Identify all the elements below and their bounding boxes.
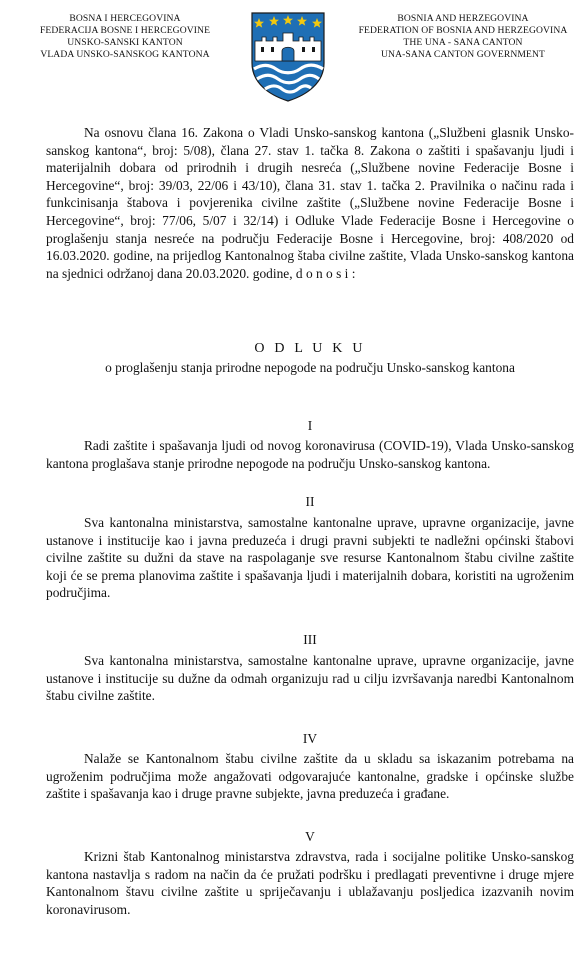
header-left-line: BOSNA I HERCEGOVINA <box>69 13 181 24</box>
section-text: Nalaže se Kantonalnom štabu civilne zaštite da u skladu sa iskazanim potrebama na ugroženim područjima može angažovati odgovarajuće kantonalne, gradske i općinske službe zaštite i spašavanja kao i druge pravne subjekte, javna preduzeća i građane. <box>46 751 574 802</box>
header-right-line: UNA-SANA CANTON GOVERNMENT <box>381 49 545 60</box>
section-numeral: V <box>305 829 315 844</box>
header-left-line: UNSKO-SANSKI KANTON <box>67 37 183 48</box>
section-numeral: I <box>307 418 313 433</box>
section-text: Radi zaštite i spašavanja ljudi od novog koronavirusa (COVID-19), Vlada Unsko-sanskog kantona proglašava stanje prirodne nepogode na području Unsko-sanskog kantona. <box>46 438 574 471</box>
section-text: Krizni štab Kantonalnog ministarstva zdravstva, rada i socijalne politike Unsko-sanskog kantona nastavlja s radom na način da će pružati podršku i predlagati preventivne i druge mjere Kantonalnom štavu civilne zaštite u spriječavanju i ublažavanju posljedica izazvanih novim koronavirusom. <box>46 849 574 917</box>
preamble-text: Na osnovu člana 16. Zakona o Vladi Unsko-sanskog kantona („Službeni glasnik Unsko-sanskog kantona“, broj: 5/08), člana 27. stav 1. tačka 8. Zakona o zaštiti i spašavanju ljudi i materijalnih dobara od prirodnih i drugih nesreća („Službene novine Federacije Bosne i Hercegovine“, broj: 39/03, 22/06 i 43/10), člana 31. stav 1. tačka 2. Pravilnika o načinu rada i funkcinisanja štabova i povjerenika civilne zaštite („Službene novine Federacije Bosne i Hercegovine“, broj: 77/06, 5/07 i 32/14) i Odluke Vlade Federacije Bosne i Hercegovine o proglašenju stanja nesreće na području Federacije Bosne i Hercegovine, broj: 408/2020 od 16.03.2020. godine, na prijedlog Kantonalnog štaba civilne zaštite, Vlada Unsko-sanskog kantona na sjednici održanoj dana 20.03.2020. godine, d o n o s i : <box>46 125 574 281</box>
decision-subtitle: o proglašenju stanja prirodne nepogode na području Unsko-sanskog kantona <box>105 360 515 375</box>
section-text: Sva kantonalna ministarstva, samostalne kantonalne uprave, upravne organizacije, javne ustanove i institucije su dužne da odmah organizuju rad u cilju izvršavanja naredbi Kantonalnom štabu civilne zaštite. <box>46 653 574 704</box>
section-paragraph <box>46 750 574 803</box>
section-paragraph <box>46 437 574 472</box>
preamble-paragraph <box>46 124 574 282</box>
decision-title: O D L U K U <box>254 341 366 356</box>
header-right-line: BOSNIA AND HERZEGOVINA <box>397 13 529 24</box>
header-left-line: VLADA UNSKO-SANSKOG KANTONA <box>40 49 210 60</box>
header-right-block <box>352 13 574 61</box>
header-left-block <box>20 13 230 61</box>
section-paragraph <box>46 652 574 705</box>
header-left-line: FEDERACIJA BOSNE I HERCEGOVINE <box>39 25 211 36</box>
section-text: Sva kantonalna ministarstva, samostalne kantonalne uprave, upravne organizacije, javne ustanove i institucije kao i javna preduzeća i drugi pravni subjekti te nadležni općinski štabovi civilne zaštite su dužni da stave na raspolaganje sve resurse Kantonalnom štabu civilne zaštite koji će se prema planovima zaštite i spašavanja ljudi i materijalnih dobara, koristiti na ugroženim područjima. <box>46 515 574 601</box>
header-right-line: FEDERATION OF BOSNIA AND HERZEGOVINA <box>358 25 568 36</box>
section-paragraph <box>46 514 574 602</box>
coat-of-arms-icon <box>249 11 327 103</box>
section-numeral: IV <box>302 731 318 746</box>
section-numeral: II <box>305 494 315 509</box>
section-paragraph <box>46 848 574 918</box>
header-right-line: THE UNA - SANA CANTON <box>403 37 523 48</box>
section-numeral: III <box>303 632 317 647</box>
